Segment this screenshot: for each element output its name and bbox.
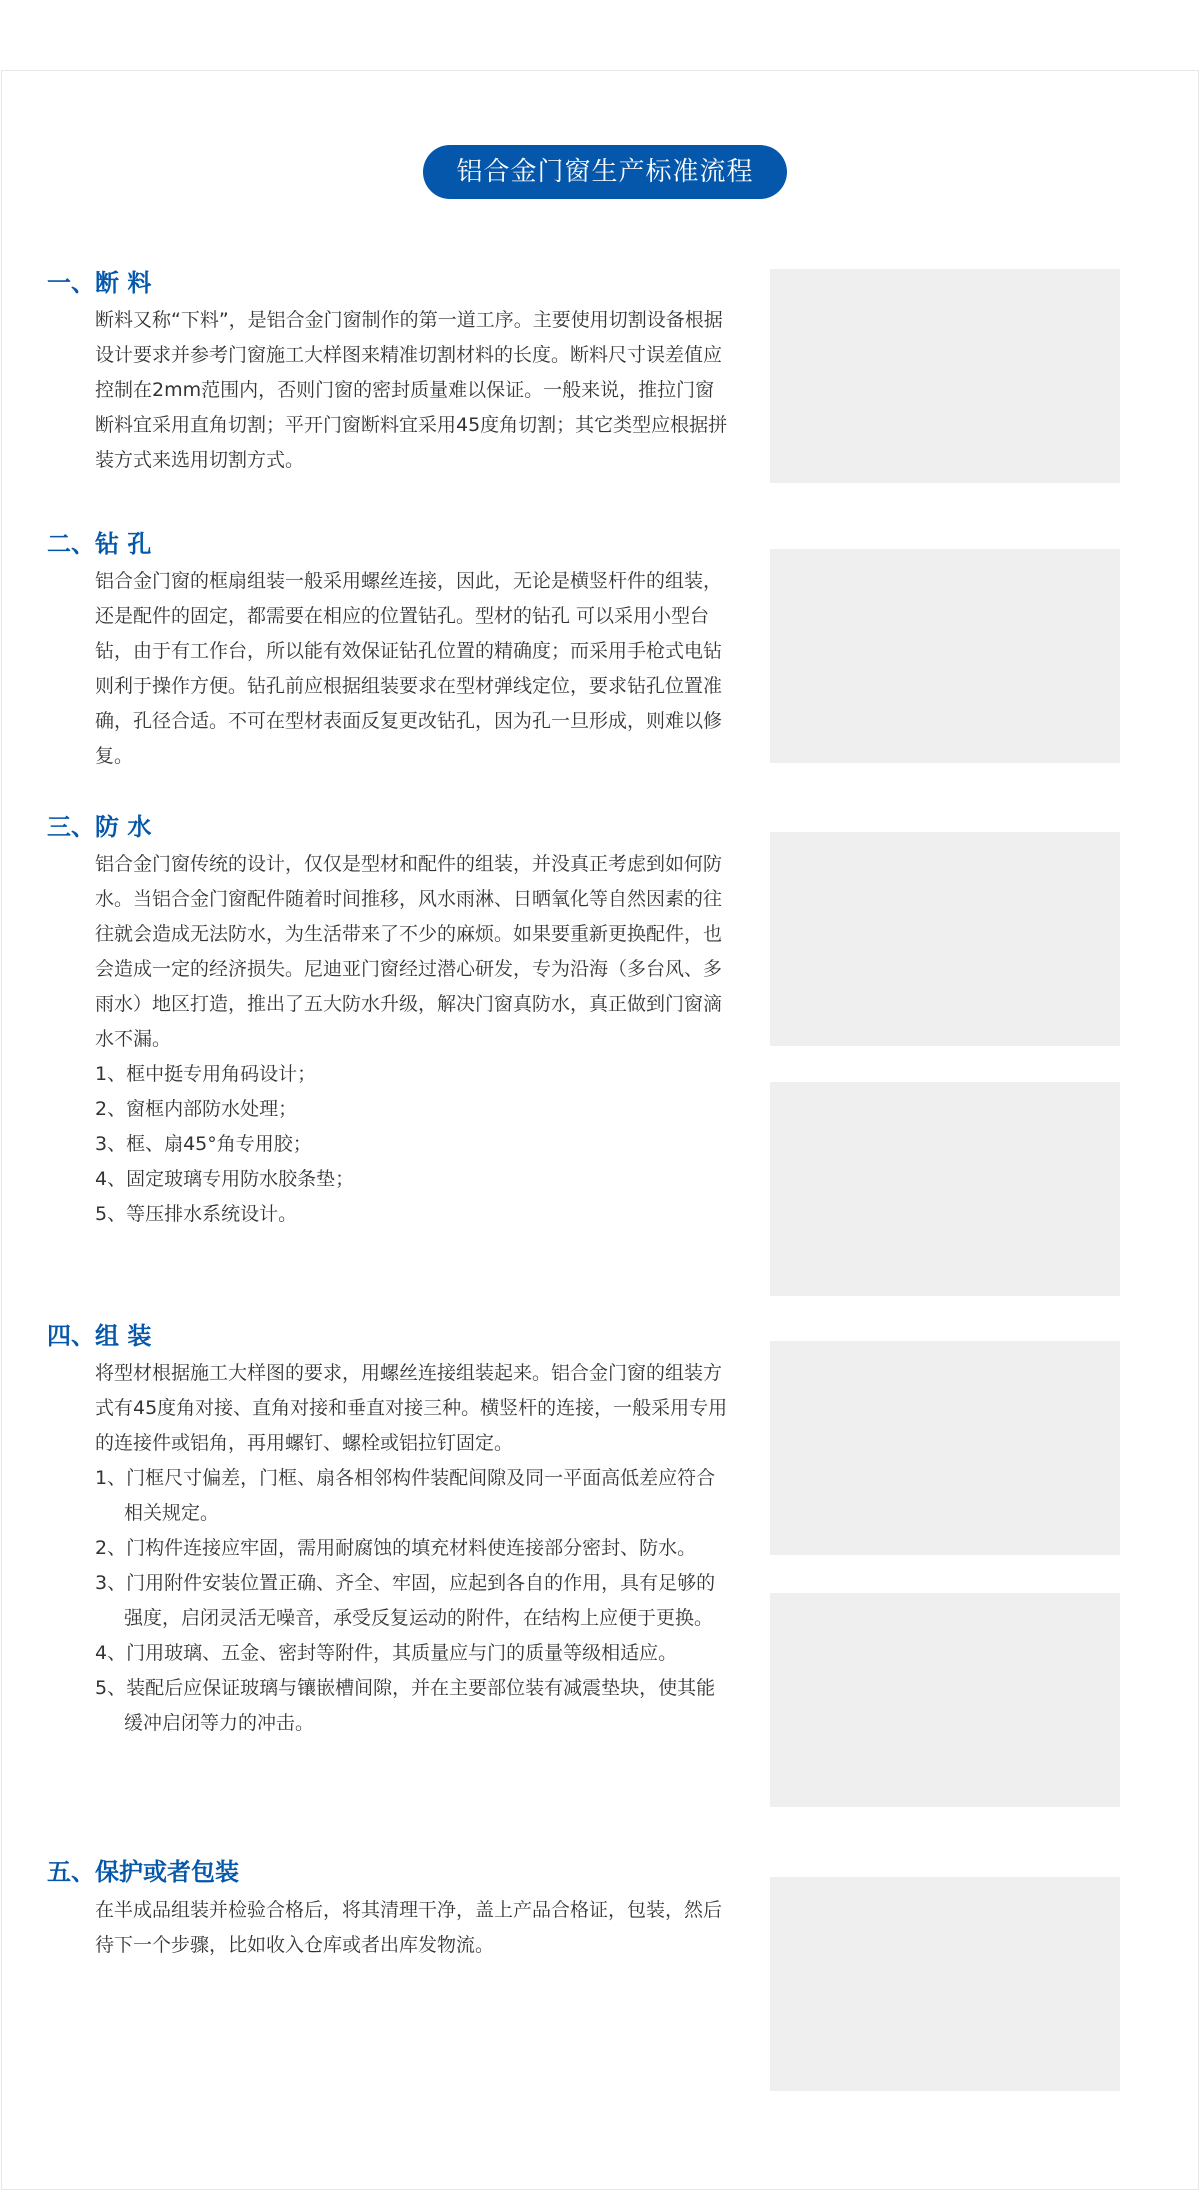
list-item: 1、框中挺专用角码设计； <box>95 1063 317 1085</box>
section-heading-waterproof: 三、防 水 <box>47 813 152 841</box>
packaging-image-placeholder <box>770 1877 1120 2091</box>
waterproof-list <box>95 1057 731 1232</box>
section-heading-packaging: 五、保护或者包装 <box>47 1858 239 1886</box>
section-body-drilling <box>95 564 731 774</box>
section-paragraph: 铝合金门窗传统的设计，仅仅是型材和配件的组装，并没真正考虑到如何防水。当铝合金门窗配件随着时间推移，风水雨淋、日晒氧化等自然因素的往往就会造成无法防水，为生活带来了不少的麻烦。如果要重新更换配件，也会造成一定的经济损失。尼迪亚门窗经过潜心研发，专为沿海（多台风、多雨水）地区打造，推出了五大防水升级，解决门窗真防水，真正做到门窗滴水不漏。 <box>95 853 723 1050</box>
page-title: 铝合金门窗生产标准流程 <box>423 145 787 199</box>
drilling-image-placeholder <box>770 549 1120 763</box>
section-body-packaging <box>95 1893 731 1963</box>
assembly-list <box>95 1461 731 1741</box>
list-item: 5、装配后应保证玻璃与镶嵌槽间隙，并在主要部位装有减震垫块，使其能缓冲启闭等力的冲击。 <box>95 1677 716 1734</box>
list-item: 2、门构件连接应牢固，需用耐腐蚀的填充材料使连接部分密封、防水。 <box>95 1537 697 1559</box>
waterproof-image-placeholder-2 <box>770 1082 1120 1296</box>
section-heading-drilling: 二、钻 孔 <box>47 530 152 558</box>
section-paragraph: 断料又称“下料”，是铝合金门窗制作的第一道工序。主要使用切割设备根据设计要求并参考门窗施工大样图来精准切割材料的长度。断料尺寸误差值应控制在2mm范围内，否则门窗的密封质量难以保证。一般来说，推拉门窗断料宜采用直角切割；平开门窗断料宜采用45度角切割；其它类型应根据拼装方式来选用切割方式。 <box>95 309 728 471</box>
list-item: 4、固定玻璃专用防水胶条垫； <box>95 1168 355 1190</box>
section-body-cutting <box>95 303 731 478</box>
assembly-image-placeholder-1 <box>770 1341 1120 1555</box>
list-item: 4、门用玻璃、五金、密封等附件，其质量应与门的质量等级相适应。 <box>95 1642 678 1664</box>
section-body-waterproof <box>95 847 731 1232</box>
waterproof-image-placeholder-1 <box>770 832 1120 1046</box>
list-item: 5、等压排水系统设计。 <box>95 1203 298 1225</box>
section-paragraph: 铝合金门窗的框扇组装一般采用螺丝连接，因此，无论是横竖杆件的组装，还是配件的固定，都需要在相应的位置钻孔。型材的钻孔 可以采用小型台钻，由于有工作台，所以能有效保证钻孔位置的精确度；而采用手枪式电钻则利于操作方便。钻孔前应根据组装要求在型材弹线定位，要求钻孔位置准确，孔径合适。不可在型材表面反复更改钻孔，因为孔一旦形成，则难以修复。 <box>95 570 723 767</box>
list-item: 3、框、扇45°角专用胶； <box>95 1133 312 1155</box>
section-paragraph: 将型材根据施工大样图的要求，用螺丝连接组装起来。铝合金门窗的组装方式有45度角对接、直角对接和垂直对接三种。横竖杆的连接，一般采用专用的连接件或铝角，再用螺钉、螺栓或铝拉钉固定。 <box>95 1362 728 1454</box>
cutting-image-placeholder <box>770 269 1120 483</box>
section-paragraph: 在半成品组装并检验合格后，将其清理干净，盖上产品合格证，包装，然后待下一个步骤，比如收入仓库或者出库发物流。 <box>95 1899 723 1956</box>
section-heading-assembly: 四、组 装 <box>47 1322 152 1350</box>
list-item: 3、门用附件安装位置正确、齐全、牢固，应起到各自的作用，具有足够的强度，启闭灵活无噪音，承受反复运动的附件，在结构上应便于更换。 <box>95 1572 716 1629</box>
section-body-assembly <box>95 1356 731 1741</box>
assembly-image-placeholder-2 <box>770 1593 1120 1807</box>
list-item: 1、门框尺寸偏差，门框、扇各相邻构件装配间隙及同一平面高低差应符合相关规定。 <box>95 1467 716 1524</box>
list-item: 2、窗框内部防水处理； <box>95 1098 298 1120</box>
section-heading-cutting: 一、断 料 <box>47 269 152 297</box>
